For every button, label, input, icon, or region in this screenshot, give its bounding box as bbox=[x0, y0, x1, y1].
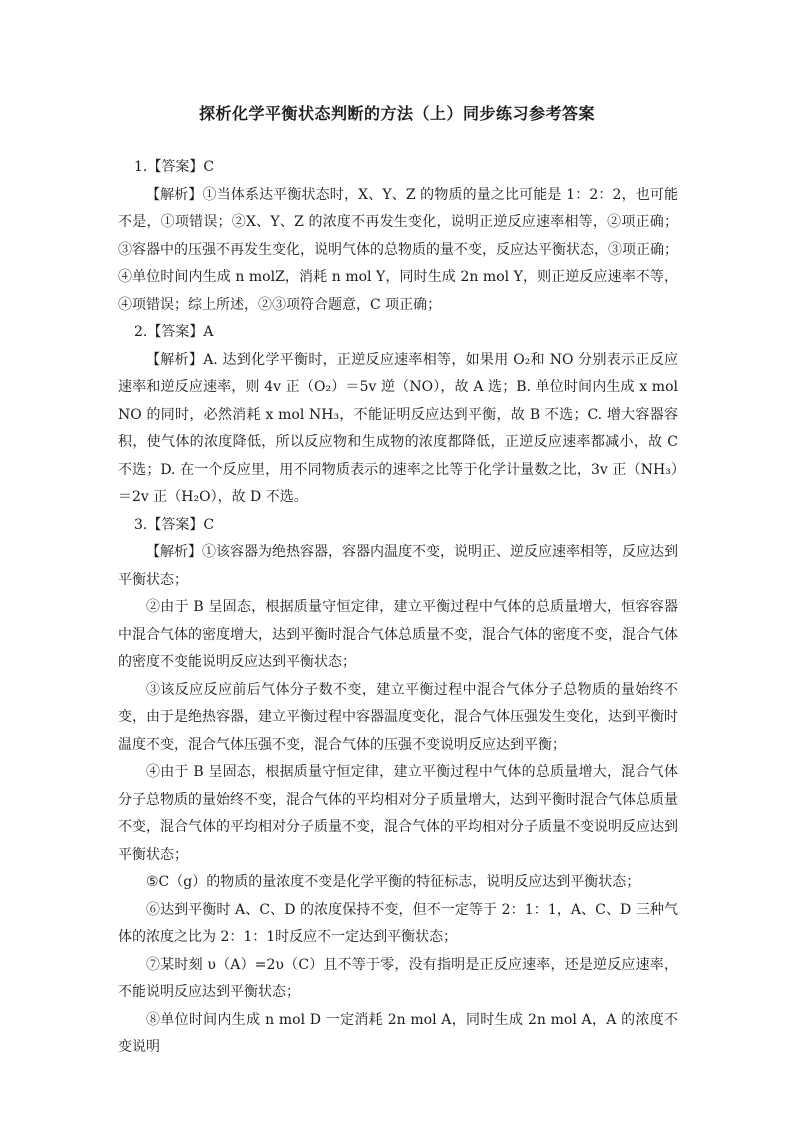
q3-explanation-3: ③该反应反应前后气体分子数不变，建立平衡过程中混合气体分子总物质的量始终不变，由于是绝热容器，建立平衡过程中容器温度变化，混合气体压强发生变化，达到平衡时温度不变，混合气体压强不变，混合气体的压强不变说明反应达到平衡； bbox=[118, 681, 678, 753]
q3-explanation-6: ⑥达到平衡时 A、C、D 的浓度保持不变，但不一定等于 2：1：1，A、C、D 三种气体的浓度之比为 2：1：1时反应不一定达到平衡状态； bbox=[118, 901, 678, 945]
q3-explanation-8: ⑧单位时间内生成 n mol D 一定消耗 2n mol A，同时生成 2n mol A，A 的浓度不变说明 bbox=[118, 1011, 678, 1055]
q3-explanation-5: ⑤C（g）的物质的量浓度不变是化学平衡的特征标志，说明反应达到平衡状态； bbox=[146, 874, 641, 890]
q1-answer-heading: 1.【答案】C bbox=[134, 159, 215, 175]
q2-answer-heading: 2.【答案】A bbox=[134, 324, 214, 340]
answer-content bbox=[118, 154, 678, 1062]
q3-answer-heading: 3.【答案】C bbox=[134, 516, 215, 533]
q3-explanation-2: ②由于 B 呈固态，根据质量守恒定律，建立平衡过程中气体的总质量增大，恒容容器中混合气体的密度增大，达到平衡时混合气体总质量不变，混合气体的密度不变，混合气体的密度不变能说明反应达到平衡状态； bbox=[118, 599, 678, 670]
q2-explanation: 【解析】A. 达到化学平衡时，正逆反应速率相等，如果用 O₂和 NO 分别表示正反应速率和逆反应速率，则 4v 正（O₂）＝5v 逆（NO），故 A 选；B. 单位时间内生成 x mol NO 的同时，必然消耗 x mol NH₃，不能证明反应达到平衡，故 B 不选；C. 增大容器容积，使气体的浓度降低，所以反应物和生成物的浓度都降低，正逆反应速率都减小，故 C 不选；D. 在一个反应里，用不同物质表示的速率之比等于化学计量数之比，3v 正（NH₃）＝2v 正（H₂O），故 D 不选。 bbox=[118, 351, 678, 505]
q3-explanation-1: 【解析】①该容器为绝热容器，容器内温度不变，说明正、逆反应速率相等，反应达到平衡状态； bbox=[118, 544, 678, 588]
q1-explanation: 【解析】①当体系达平衡状态时，X、Y、Z 的物质的量之比可能是 1：2：2，也可能不是，①项错误；②X、Y、Z 的浓度不再发生变化，说明正逆反应速率相等，②项正确；③容器中的压强不再发生变化，说明气体的总物质的量不变，反应达平衡状态，③项正确；④单位时间内生成 n molZ，消耗 n mol Y，同时生成 2n mol Y，则正逆反应速率不等，④项错误；综上所述，②③项符合题意，C 项正确； bbox=[118, 186, 678, 313]
page-title: 探析化学平衡状态判断的方法（上）同步练习参考答案 bbox=[198, 104, 595, 123]
q3-explanation-7: ⑦某时刻 υ（A）=2υ（C）且不等于零，没有指明是正反应速率，还是逆反应速率，不能说明反应达到平衡状态； bbox=[118, 956, 678, 1000]
q3-explanation-4: ④由于 B 呈固态，根据质量守恒定律，建立平衡过程中气体的总质量增大，混合气体分子总物质的量始终不变，混合气体的平均相对分子质量增大，达到平衡时混合气体总质量不变，混合气体的平均相对分子质量不变，混合气体的平均相对分子质量不变说明反应达到平衡状态； bbox=[118, 764, 678, 863]
